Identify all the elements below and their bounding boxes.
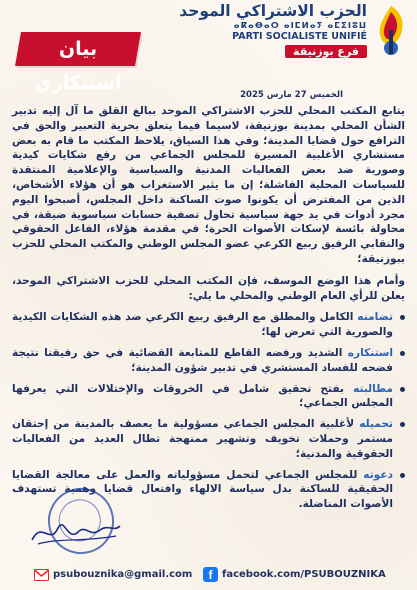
psu-logo-icon (371, 2, 411, 58)
signature (28, 512, 123, 550)
list-item (12, 310, 405, 340)
point-text: الكامل والمطلق مع الرفيق ربيع الكرعي ضد هذه الشكايات الكيدية والصورية التي تعرض لها؛ (12, 311, 393, 339)
list-item (12, 417, 405, 461)
demands-list (12, 310, 405, 512)
lead-paragraph: وأمام هذا الوضع الموسف، فإن المكتب المحلي للحزب الاشتراكي الموحد، يعلن للرأي العام الوطني والمحلي ما يلي: (12, 274, 405, 302)
point-text: الشديد ورفضه القاطع للمتابعة القضائية في حق رفيقنا نتيجة فضحه للفساد المستشري في تدبير شؤون المدينة؛ (12, 346, 393, 374)
bullet-icon (400, 351, 405, 356)
list-item (12, 382, 405, 412)
party-name-arabic: الحزب الاشتراكي الموحد (179, 2, 367, 20)
point-keyword: تحميله (359, 418, 393, 431)
statement-body (12, 104, 405, 518)
facebook-icon: f (203, 567, 218, 582)
gmail-icon (34, 569, 49, 581)
point-keyword: دعوته (363, 468, 393, 481)
party-name-block (147, 4, 367, 58)
footer (0, 565, 417, 590)
point-keyword: تضامنه (357, 311, 393, 324)
contact-email[interactable]: psubouznika@gmail.com (53, 569, 193, 580)
party-name-tifinagh: ⴰⴽⴰⴱⴰⵔ ⴰⵏⵎⵍⴰⵢ ⴰⵎⵉⵏⵓⵡ (233, 20, 367, 31)
party-name-french: PARTI SOCIALISTE UNIFIÉ (232, 31, 367, 42)
bullet-icon (400, 387, 405, 392)
bullet-icon (400, 315, 405, 320)
branch-label: فرع بوزنيقة (285, 45, 367, 58)
bullet-icon (400, 422, 405, 427)
point-text: بفتح تحقيق شامل في الخروقات والإختلالات التي يعرفها المجلس الجماعي؛ (12, 382, 393, 410)
intro-paragraph: يتابع المكتب المحلي للحزب الاشتراكي الموحد ببالغ القلق ما آل إليه تدبير الشأن المحلي بمدينة بوزنيقة، لاسيما فيما يتعلق بحرية التعبير والحق في الترافع حول قضايا المدينة؛ وفي هذا السياق، يلاحظ المكتب ما قام به بعض مستشاري الأغلبية المسيرة للمجلس الجماعي من رفع شكايات كيدية وصورية ضد بعض الفعاليات المدنية والسياسية والإعلامية المنتقدة للسياسات المحلية الفاشلة؛ إن ما يثير الاستغراب هو أن هؤلاء الأشخاص، الذين من المفترض أن يكونوا صوت الساكنة داخل المجلس، أصبحوا اليوم مجرد أدوات في يد جهة سياسية تحاول تصفية حسابات سياسوية ضيقة، في محاولة بائسة لإسكات الأصوات الحرة؛ في مقدمة هؤلاء، الفاعل الحقوقي والنقابي الرفيق ربيع الكرعي عضو المجلس الوطني والمكتب المحلي للحزب ببوزنيقة؛ (12, 105, 405, 265)
document-date: الخميس 27 مارس 2025 (240, 90, 343, 100)
point-keyword: استنكاره (347, 346, 393, 359)
point-keyword: مطالبته (353, 382, 393, 395)
list-item (12, 346, 405, 376)
document-title: بيان استنكاري (34, 38, 122, 94)
point-text: للمجلس الجماعي لتحمل مسؤولياته والعمل على معالجة القضايا الحقيقية للساكنة بدل سياسة الالهاء وافتعال قضايا وهمية تستهدف الأصوات المناضلة. (12, 468, 393, 511)
facebook-link[interactable]: facebook.com/PSUBOUZNIKA (222, 569, 386, 580)
point-text: لأغلبية المجلس الجماعي مسؤولية ما يعصف بالمدينة من إحتقان مستمر وحملات تخويف وتشهير ممنهجة تطال العديد من الفعاليات الحقوقية والمدنية؛ (12, 418, 393, 460)
bullet-icon (400, 473, 405, 478)
